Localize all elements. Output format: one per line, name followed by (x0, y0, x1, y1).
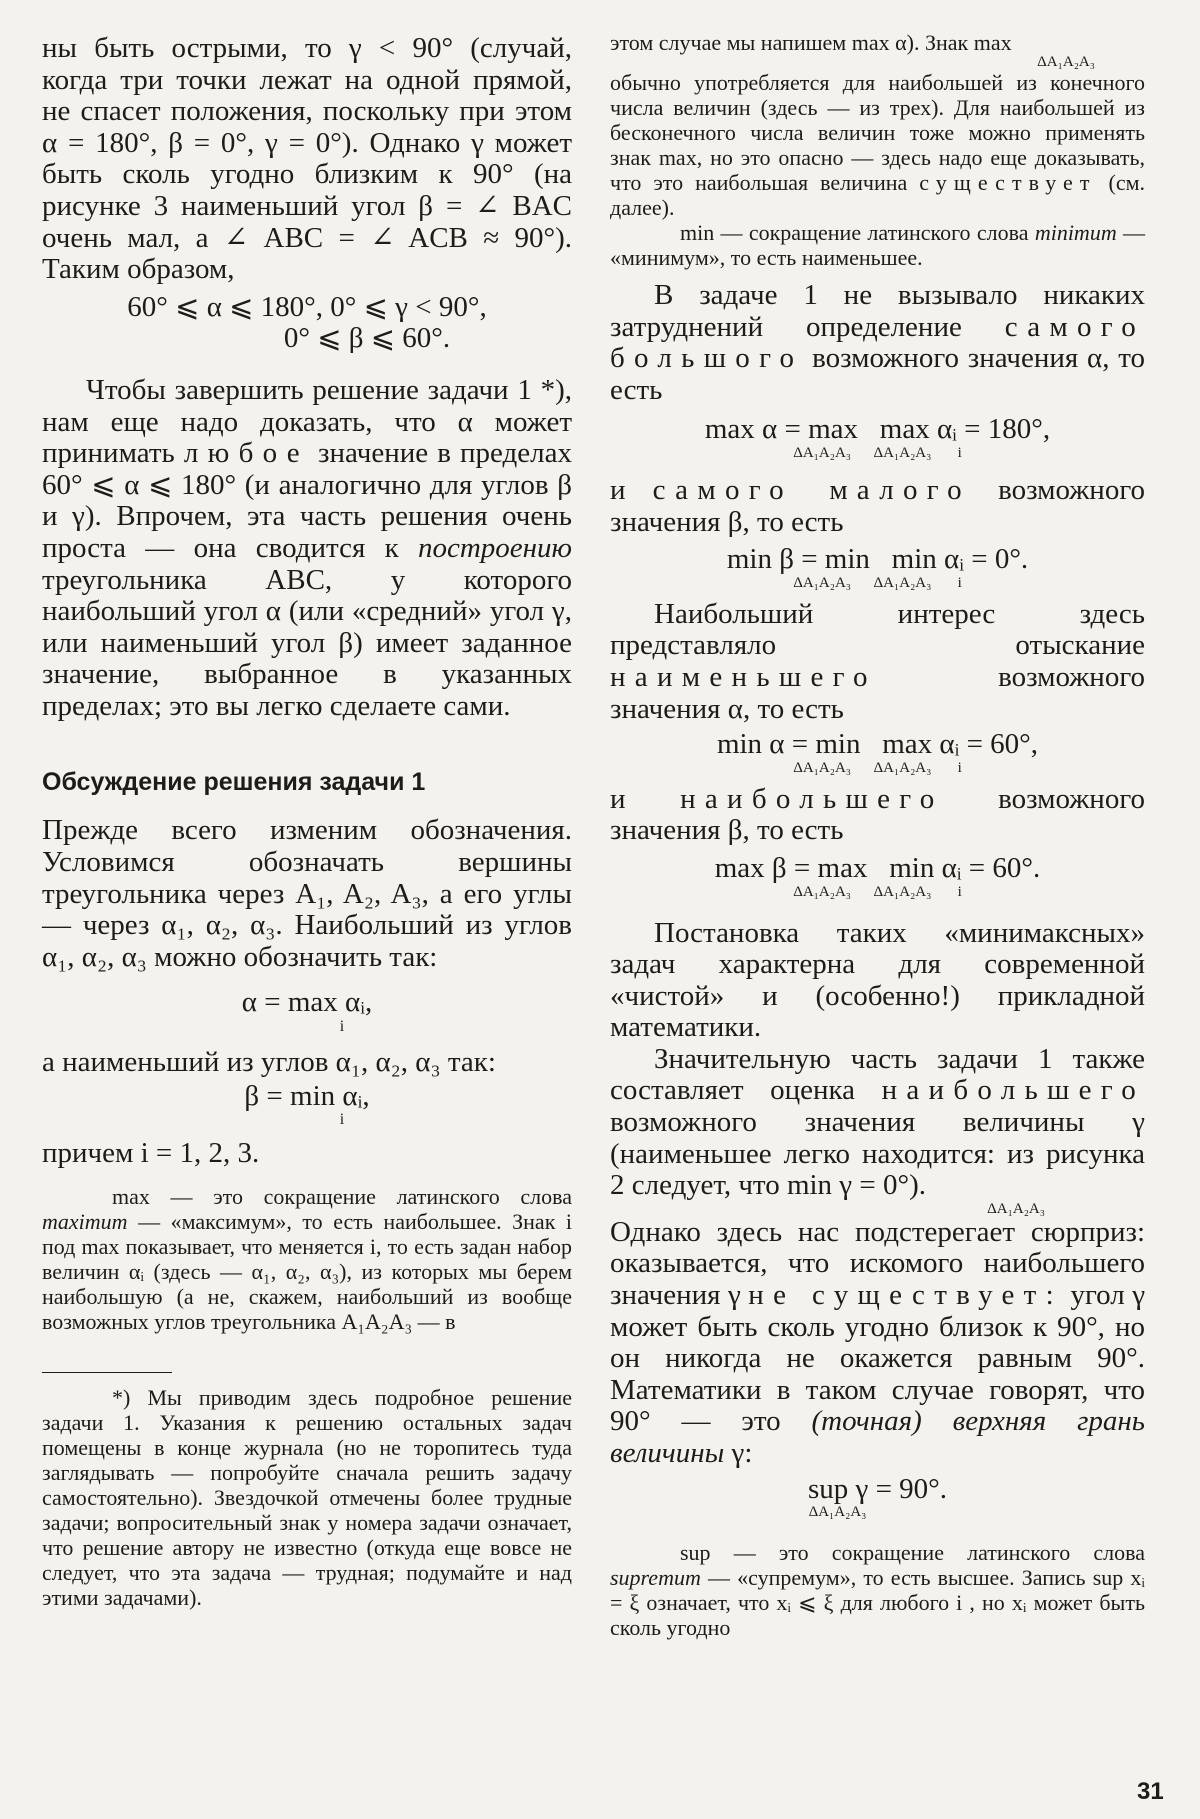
section-heading: Обсуждение решения задачи 1 (42, 768, 426, 797)
paragraph: Чтобы завершить решение задачи 1 *), нам еще надо доказать, что α может принимать любое значение в пределах 60° ⩽ α ⩽ 180° (и аналогично для углов β и γ). Впрочем, эта часть решения очень проста — она сводится к построению треугольника ABC, у которого наибольший угол α (или «средний» угол γ, или наименьший угол β) имеет заданное значение, выбранное в указанных пределах; это вы легко сделаете сами. (42, 373, 573, 722)
footnote: *) Мы приводим здесь подробное решение задачи 1. Указания к решению остальных задач помещены в конце журнала (но не торопитесь туда заглядывать — попробуйте сначала решить задачу самостоятельно). Звездочкой отмечены более трудные задачи; вопросительный знак у номера задачи означает, что решение автору не известно (откуда еще вовсе не следует, что эта задача — трудная; подумайте и над этими задачами). (42, 1384, 572, 1610)
formula: 0° ⩽ β ⩽ 60°. (283, 322, 451, 355)
formula-subscript: ΔA₁A₂A₃ ΔA₁A₂A₃ i (793, 574, 962, 591)
note: sup — это сокращение латинского слова supremum — «супремум», то есть высшее. Запись sup xᵢ = ξ означает, что xᵢ ⩽ ξ для любого i , но xᵢ может быть сколь угодно (610, 1540, 1145, 1641)
paragraph: Значительную часть задачи 1 также составляет оценка наибольшего возможного значения величины γ (наименьшее легко находится: из рисунка 2 следует, что min γ = 0°). (610, 1042, 1145, 1202)
paragraph: Постановка таких «минимаксных» задач характерна для современной «чистой» и (особенно!) прикладной математики. (610, 916, 1145, 1044)
formula: β = min αᵢ, (244, 1079, 370, 1112)
formula-subscript: i (339, 1018, 345, 1036)
formula-subscript: ΔA₁A₂A₃ (987, 1200, 1045, 1217)
paragraph: и наибольшего возможного значения β, то есть (610, 782, 1145, 847)
formula-subscript: i (339, 1111, 345, 1129)
right-column (610, 0, 1145, 1640)
note: этом случае мы напишем max α). Знак max (610, 30, 1012, 55)
paragraph: и самого малого возможного значения β, то есть (610, 473, 1145, 538)
note: min — сокращение латинского слова minimum — «минимум», то есть наименьшее. (610, 220, 1146, 270)
paragraph: Однако здесь нас подстерегает сюрприз: оказывается, что искомого наибольшего значения γ не существует: угол γ может быть сколь угодно близок к 90°, но он никогда не окажется равным 90°. Математики в таком случае говорят, что 90° — это (точная) верхняя грань величины γ: (610, 1215, 1146, 1469)
formula-subscript: ΔA₁A₂A₃ (808, 1504, 867, 1521)
paragraph: Наибольший интерес здесь представляло отыскание наименьшего возможного значения α, то есть (610, 597, 1145, 725)
formula-subscript: ΔA₁A₂A₃ ΔA₁A₂A₃ i (793, 883, 962, 900)
formula: max β = max min αᵢ = 60°. (714, 851, 1041, 884)
formula: max α = max max αᵢ = 180°, (704, 413, 1051, 446)
formula: min β = min min αᵢ = 0°. (726, 543, 1029, 576)
paragraph: Прежде всего изменим обозначения. Условимся обозначать вершины треугольника через A₁, A₂, A₃, а его углы — через α₁, α₂, α₃. Наибольший из углов α₁, α₂, α₃ можно обозначить так: (42, 814, 572, 973)
paragraph: а наименьший из углов α₁, α₂, α₃ так: (42, 1046, 496, 1079)
formula: 60° ⩽ α ⩽ 180°, 0° ⩽ γ < 90°, (127, 290, 487, 323)
left-column (42, 0, 572, 1610)
page-number: 31 (1137, 1778, 1164, 1805)
formula-subscript: ΔA₁A₂A₃ (1037, 54, 1095, 70)
formula-subscript: ΔA₁A₂A₃ ΔA₁A₂A₃ i (793, 759, 962, 776)
formula: sup γ = 90°. (807, 1472, 948, 1505)
paragraph: причем i = 1, 2, 3. (42, 1137, 260, 1170)
note: обычно употребляется для наибольшей из конечного числа величин (здесь — из трех). Для наибольшей из бесконечного числа величин тоже можно применять знак max, но это опасно — здесь надо еще доказывать, что это наибольшая величина существует (см. далее). (610, 70, 1146, 220)
note: max — это сокращение латинского слова maximum — «максимум», то есть наибольшее. Знак i под max показывает, что меняется i, то есть задан набор величин αᵢ (здесь — α₁, α₂, α₃), из которых мы берем наибольшую (а не, скажем, наибольший из вообще возможных углов треугольника A₁A₂A₃ — в (42, 1183, 573, 1334)
formula: min α = min max αᵢ = 60°, (716, 728, 1039, 761)
formula-subscript: ΔA₁A₂A₃ ΔA₁A₂A₃ i (793, 444, 962, 461)
formula: α = max αᵢ, (241, 986, 373, 1019)
paragraph: ны быть острыми, то γ < 90° (случай, когда три точки лежат на одной прямой, не спасет положения, поскольку при этом α = 180°, β = 0°, γ = 0°). Однако γ может быть сколь угодно близким к 90° (на рисунке 3 наименьший угол β = ∠ BAC очень мал, а ∠ ABC = ∠ ACB ≈ 90°). Таким образом, (42, 32, 572, 286)
paragraph: В задаче 1 не вызывало никаких затруднений определение самого большого возможного значения α, то есть (610, 279, 1146, 406)
